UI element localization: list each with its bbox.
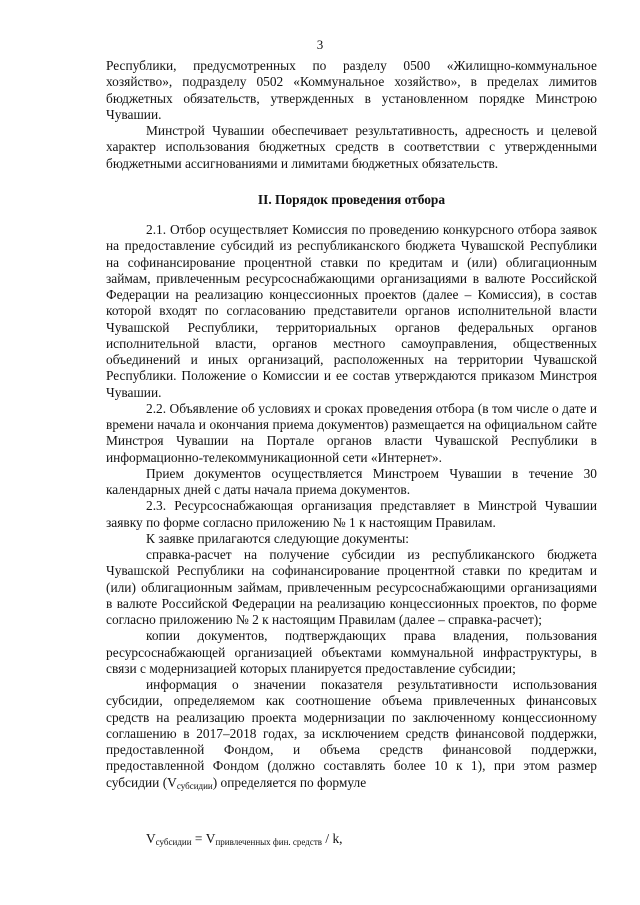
paragraph: 2.1. Отбор осуществляет Комиссия по проведению конкурсного отбора заявок на предоставление субсидий из республиканского бюджета Чувашской Республики на софинансирование процентной ставки по кредитам и (или) облигационным займам, привлеченным ресурсоснабжающими организациями в валюте Российской Федерации на реализацию концессионных проектов (далее – Комиссия), в состав которой входят по согласованию представители органов исполнительной власти Чувашской Республики, территориальных органов федеральных органов исполнительной власти, органов местного самоуправления, общественных объединений и иных организаций, расположенных на территории Чувашской Республики. Положение о Комиссии и ее состав утверждаются приказом Минстроя Чувашии. [106, 222, 597, 400]
formula-rhs-subscript: привлеченных фин. средств [215, 836, 323, 847]
section-heading: II. Порядок проведения отбора [257, 191, 446, 207]
paragraph: Прием документов осуществляется Минстроем Чувашии в течение 30 календарных дней с даты начала приема документов. [106, 465, 597, 497]
variable-subscript: субсидии [176, 780, 213, 791]
paragraph: Минстрой Чувашии обеспечивает результативность, адресность и целевой характер использования бюджетных средств в соответствии с утвержденными бюджетными ассигнованиями и лимитами бюджетных обязательств. [106, 123, 597, 171]
paragraph-text: информация о значении показателя результативности использования субсидии, определяемом как соотношение объема привлеченных финансовых средств на реализацию проекта модернизации по заключенному концессионному соглашению в 2017–2018 годах, за исключением средств финансовой поддержки, предоставленной Фондом, и объема средств финансовой поддержки, предоставленной Фондом (должно составлять более 10 к 1), при этом размер субсидии [106, 677, 597, 790]
paragraph: Республики, предусмотренных по разделу 0500 «Жилищно-коммунальное хозяйство», подразделу 0502 «Коммунальное хозяйство», в пределах лимитов бюджетных обязательств, утвержденных в установленном порядке Минстрою Чувашии. [106, 58, 597, 122]
formula-lhs-subscript: субсидии [155, 836, 192, 847]
paragraph-formula-intro [106, 677, 597, 794]
document-body [106, 58, 597, 851]
formula-lhs: V [146, 830, 156, 846]
paragraph: 2.3. Ресурсоснабжающая организация представляет в Минстрой Чувашии заявку по форме согласно приложению № 1 к настоящим Правилам. [106, 498, 597, 530]
variable-close: ) определяется по формуле [212, 774, 367, 790]
paragraph: справка-расчет на получение субсидии из республиканского бюджета Чувашской Республики на софинансирование процентной ставки по кредитам и (или) облигационным займам, привлеченным ресурсоснабжающими организациями в валюте Российской Федерации на реализацию концессионных проектов, по форме согласно приложению № 2 к настоящим Правилам (далее – справка-расчет); [106, 547, 597, 627]
formula-rhs: V [205, 830, 216, 846]
paragraph: 2.2. Объявление об условиях и сроках проведения отбора (в том числе о дате и времени начала и окончания приема документов) размещается на официальном сайте Минстроя Чувашии на Портале органов власти Чувашской Республики в информационно-телекоммуникационной сети «Интернет». [106, 400, 597, 465]
formula [106, 830, 597, 851]
formula-tail: / k, [322, 830, 343, 846]
formula-equals: = [191, 830, 206, 846]
paragraph: К заявке прилагаются следующие документы: [146, 530, 410, 546]
paragraph: копии документов, подтверждающих права владения, пользования ресурсоснабжающей организацией объектами коммунальной инфраструктуры, в связи с модернизацией которых планируется предоставление субсидии; [106, 628, 597, 676]
variable-open: (V [162, 774, 177, 790]
page-number: 3 [316, 37, 324, 52]
